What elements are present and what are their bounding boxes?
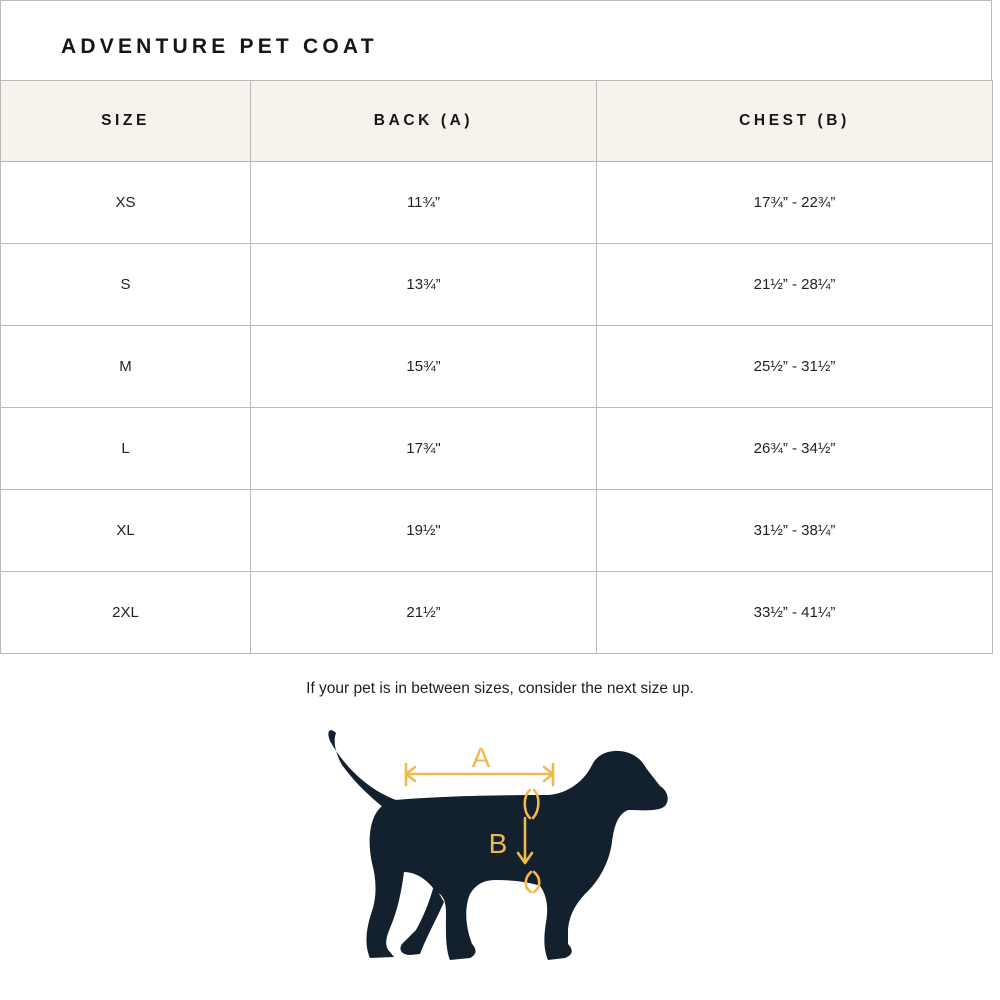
chest-cell: 21½” - 28¼” [597,244,993,326]
back-cell: 17¾" [251,408,597,490]
chest-cell: 33½” - 41¼” [597,572,993,654]
back-cell: 21½” [251,572,597,654]
chest-cell: 25½” - 31½” [597,326,993,408]
chest-cell: 17¾” - 22¾” [597,162,993,244]
back-cell: 13¾” [251,244,597,326]
back-cell: 15¾” [251,326,597,408]
header-back: BACK (A) [251,81,597,162]
chest-cell: 31½” - 38¼” [597,490,993,572]
back-label: A [471,742,491,773]
size-cell: L [1,408,251,490]
size-cell: M [1,326,251,408]
back-cell: 11¾” [251,162,597,244]
chest-cell: 26¾” - 34½” [597,408,993,490]
chest-label: B [488,828,508,859]
size-cell: 2XL [1,572,251,654]
size-cell: XL [1,490,251,572]
back-cell: 19½" [251,490,597,572]
size-cell: XS [1,162,251,244]
header-size: SIZE [1,81,251,162]
size-cell: S [1,244,251,326]
page-title: ADVENTURE PET COAT [61,35,378,58]
header-chest: CHEST (B) [597,81,993,162]
sizing-note: If your pet is in between sizes, consider the next size up. [306,680,694,697]
